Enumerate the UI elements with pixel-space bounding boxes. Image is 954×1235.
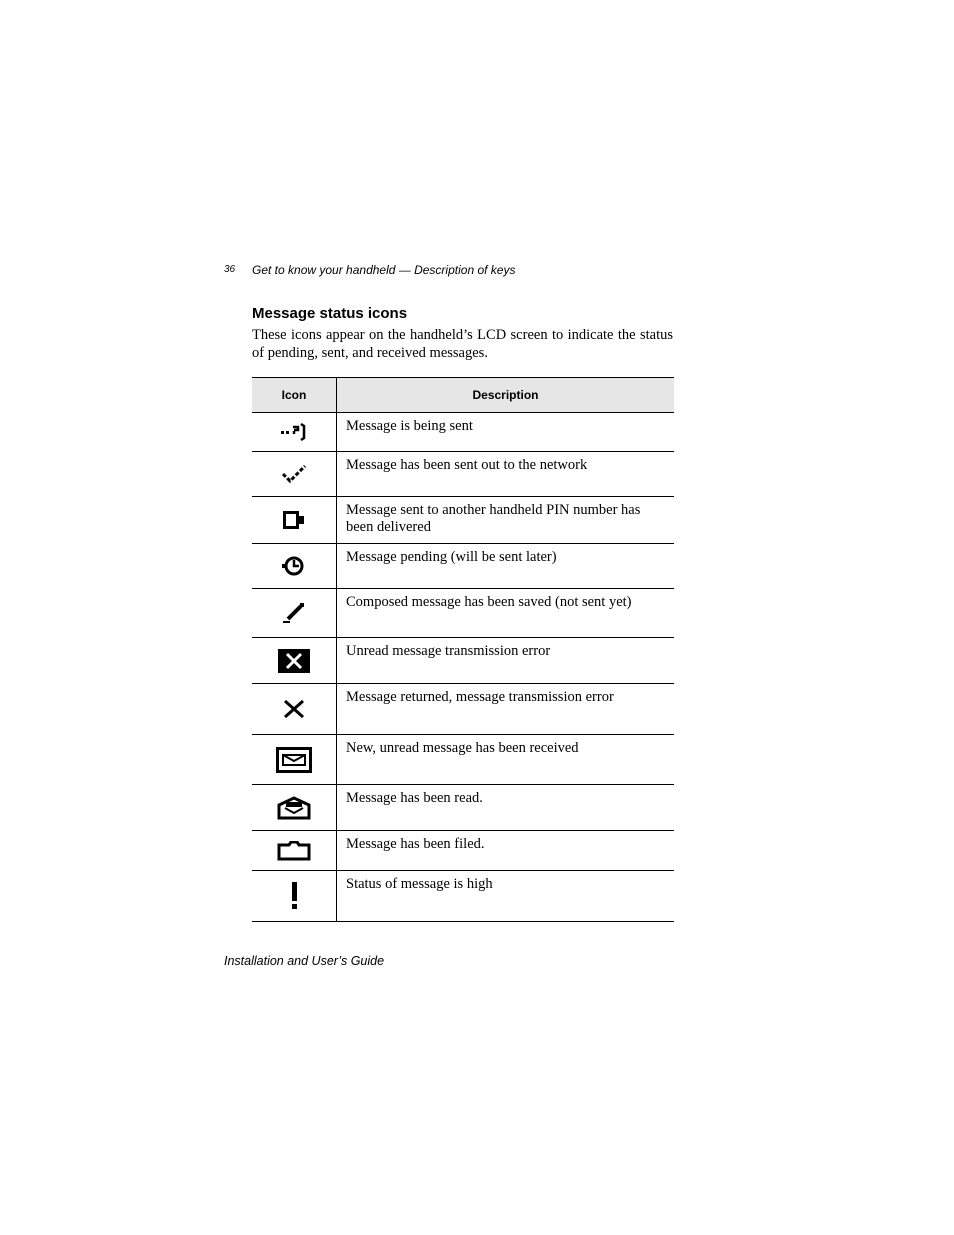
table-row — [252, 831, 674, 871]
intro-paragraph: These icons appear on the handheld’s LCD screen to indicate the status of pending, sent, and received messages. — [252, 327, 673, 361]
table-row — [252, 452, 674, 497]
checkmark-icon — [282, 464, 306, 484]
pencil-icon — [282, 602, 306, 624]
row-description: Composed message has been saved (not sent yet) — [337, 589, 675, 638]
pending-icon — [282, 556, 306, 576]
table-row — [252, 589, 674, 638]
table-row — [252, 871, 674, 922]
table-row — [252, 638, 674, 684]
open-envelope-icon — [277, 796, 311, 820]
page-footer: Installation and User’s Guide — [224, 954, 385, 968]
running-title: Get to know your handheld — Description of keys — [252, 263, 516, 277]
x-icon — [282, 699, 306, 719]
column-header-icon: Icon — [252, 378, 337, 413]
table-row — [252, 684, 674, 735]
table-row — [252, 735, 674, 785]
row-description: Message has been filed. — [337, 831, 675, 871]
table-row — [252, 497, 674, 544]
inverted-x-icon — [278, 649, 310, 673]
row-description: Message is being sent — [337, 413, 675, 452]
table-row — [252, 413, 674, 452]
closed-envelope-icon — [276, 747, 312, 773]
column-header-description: Description — [337, 378, 675, 413]
section-title: Message status icons — [252, 305, 408, 322]
row-description: Unread message transmission error — [337, 638, 675, 684]
row-description: Message pending (will be sent later) — [337, 544, 675, 589]
exclamation-icon — [289, 882, 299, 910]
row-description: Message has been read. — [337, 785, 675, 831]
icon-table — [252, 377, 674, 922]
row-description: Message returned, message transmission error — [337, 684, 675, 735]
sending-icon — [281, 423, 307, 441]
table-header-row — [252, 378, 674, 413]
row-description: Message sent to another handheld PIN number has been delivered — [337, 497, 675, 544]
row-description: Status of message is high — [337, 871, 675, 922]
page-number: 36 — [224, 264, 236, 275]
row-description: Message has been sent out to the network — [337, 452, 675, 497]
row-description: New, unread message has been received — [337, 735, 675, 785]
delivered-icon — [283, 511, 305, 529]
table-row — [252, 785, 674, 831]
folder-icon — [277, 841, 311, 861]
table-row — [252, 544, 674, 589]
